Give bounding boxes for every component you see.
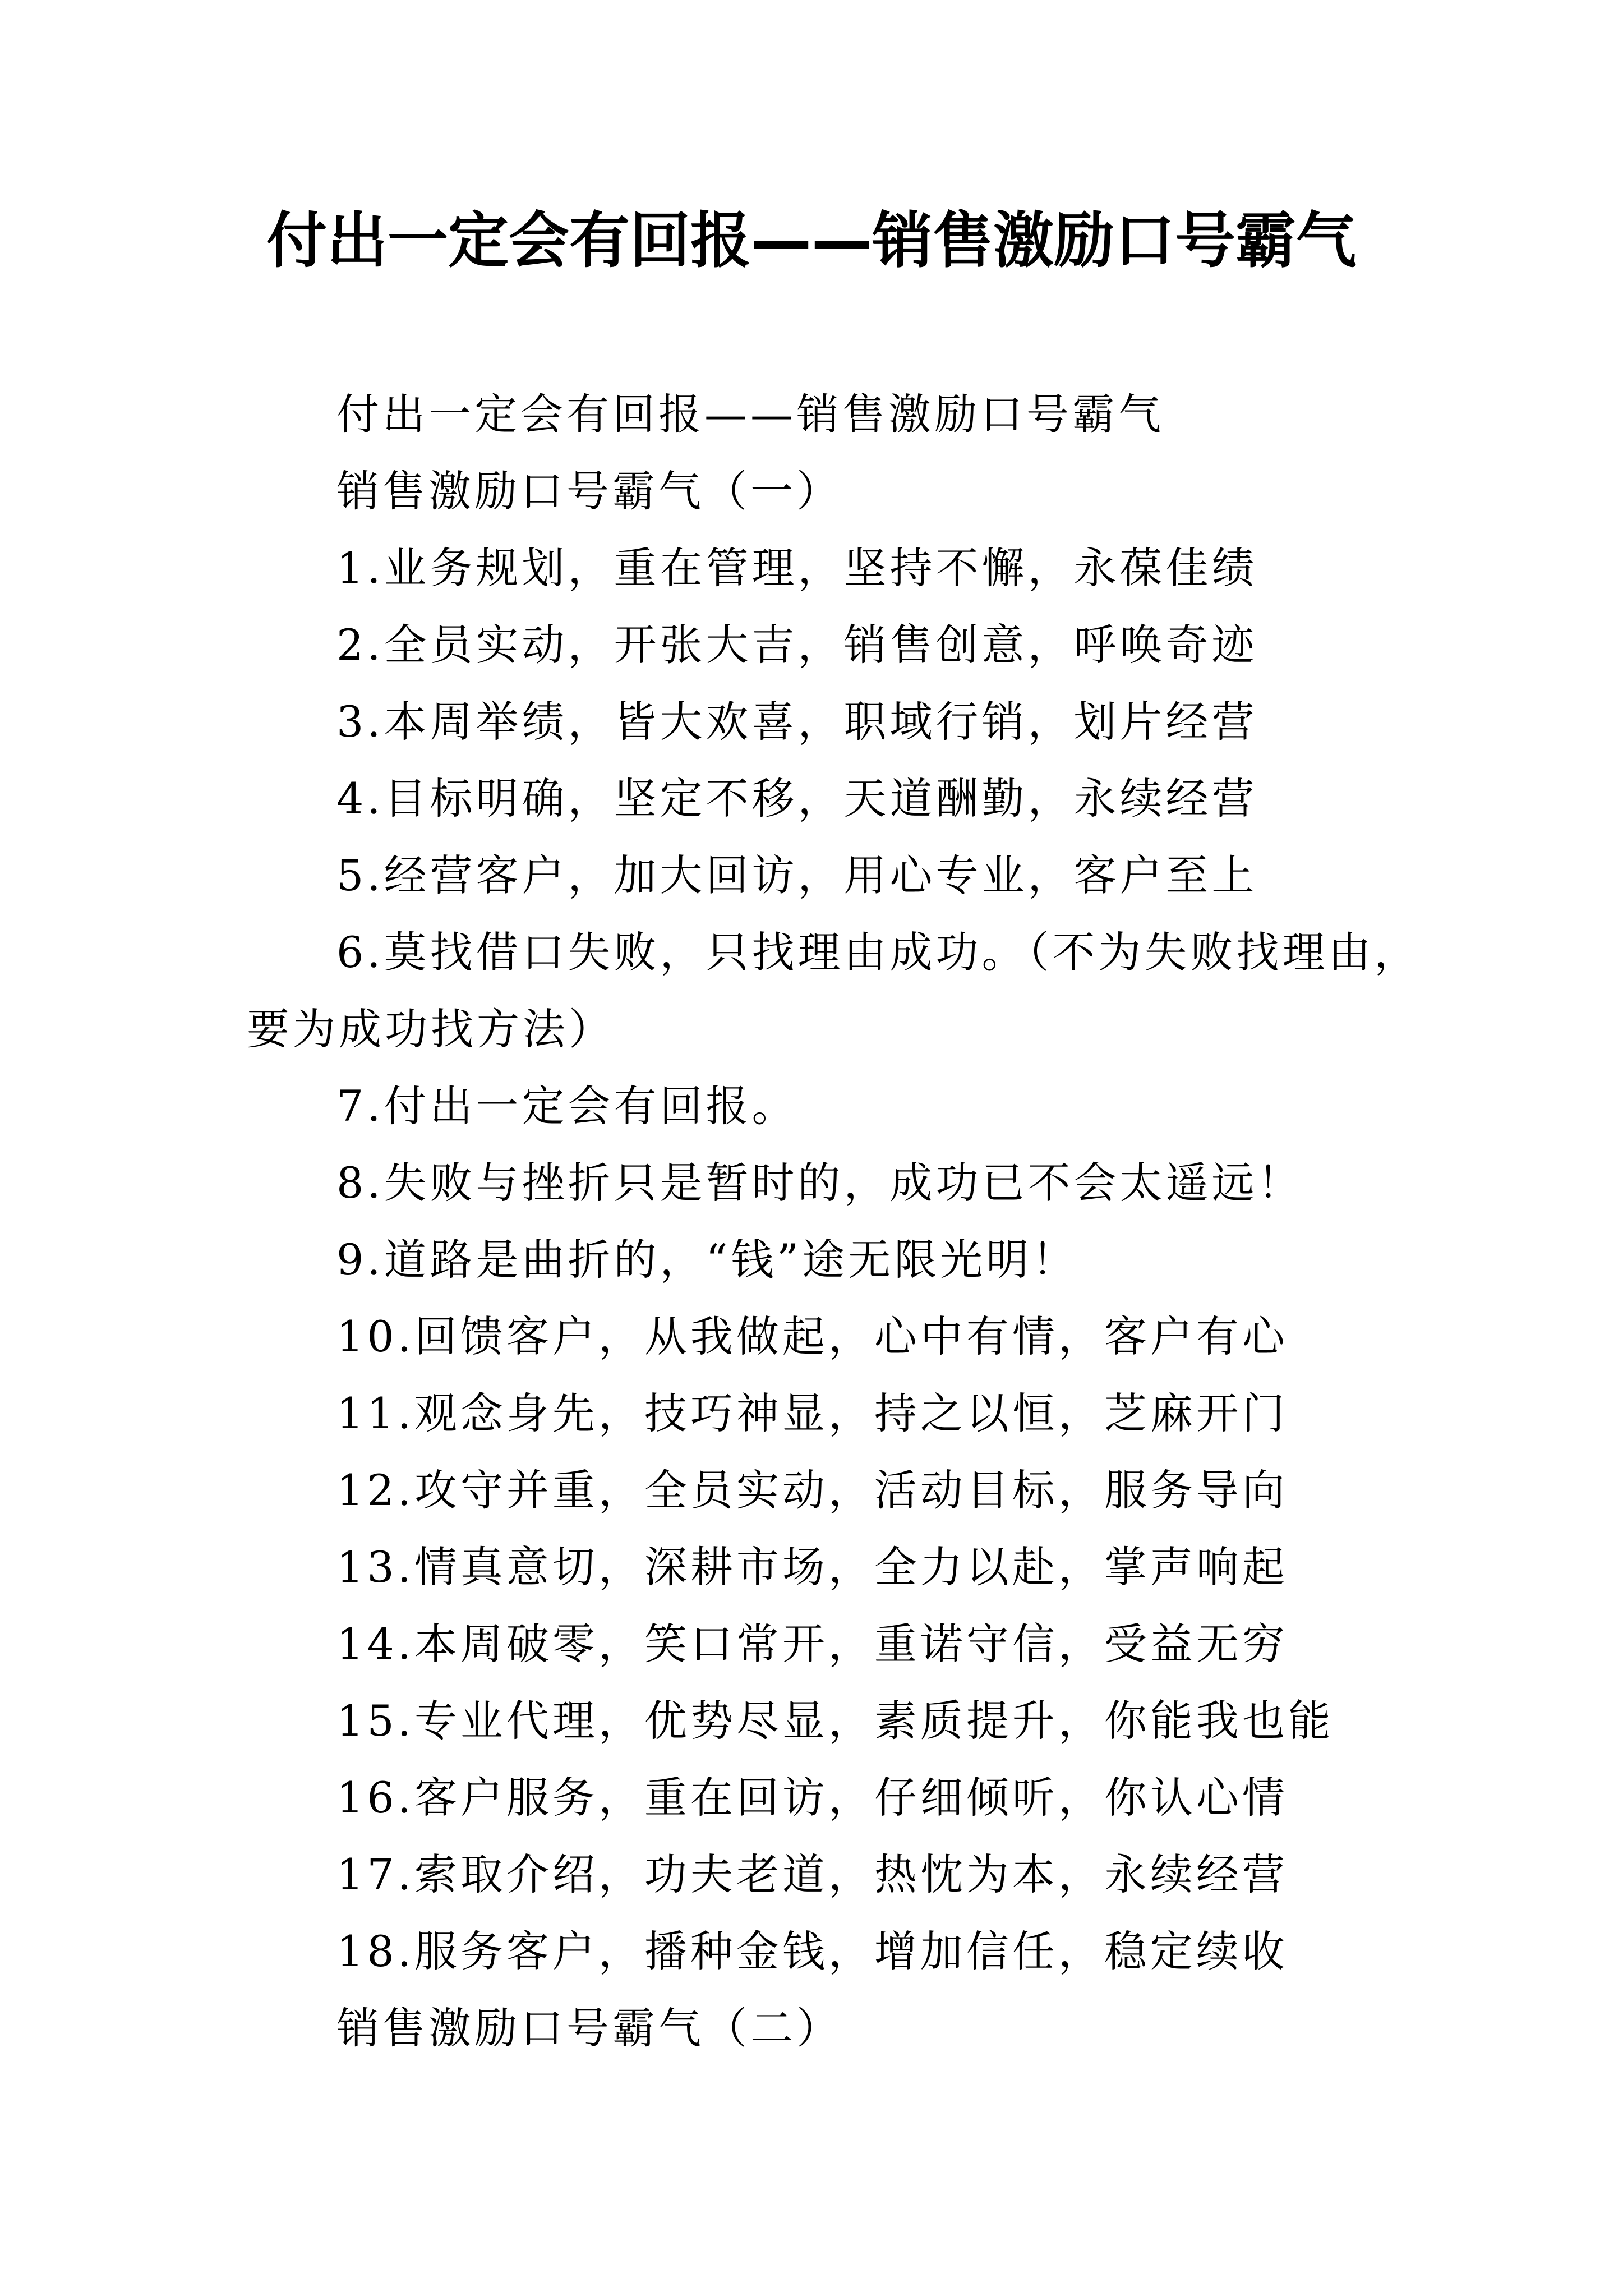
paragraph-line: 18.服务客户，播种金钱，增加信任，稳定续收 — [336, 1926, 1288, 1976]
paragraph-line-continuation: 要为成功找方法） — [247, 1004, 615, 1054]
paragraph-line: 15.专业代理，优势尽显，素质提升，你能我也能 — [336, 1696, 1334, 1746]
paragraph-line: 5.经营客户，加大回访，用心专业，客户至上 — [336, 850, 1258, 900]
paragraph-line: 4.目标明确，坚定不移，天道酬勤，永续经营 — [336, 774, 1258, 823]
paragraph-line: 13.情真意切，深耕市场，全力以赴，掌声响起 — [336, 1542, 1288, 1592]
paragraph-line: 2.全员实动，开张大吉，销售创意，呼唤奇迹 — [336, 620, 1258, 670]
paragraph-line: 8.失败与挫折只是暂时的，成功已不会太遥远！ — [336, 1158, 1304, 1208]
document-title: 付出一定会有回报——销售激励口号霸气 — [266, 206, 1357, 276]
paragraph-line: 7.付出一定会有回报。 — [336, 1081, 798, 1131]
paragraph-line: 14.本周破零，笑口常开，重诺守信，受益无穷 — [336, 1619, 1288, 1669]
paragraph-line: 3.本周举绩，皆大欢喜，职域行销，划片经营 — [336, 697, 1258, 747]
paragraph-line: 付出一定会有回报——销售激励口号霸气 — [336, 389, 1164, 439]
paragraph-line: 16.客户服务，重在回访，仔细倾听，你认心情 — [336, 1773, 1288, 1823]
paragraph-line: 1.业务规划，重在管理，坚持不懈，永葆佳绩 — [336, 543, 1258, 593]
paragraph-line: 12.攻守并重，全员实动，活动目标，服务导向 — [336, 1465, 1288, 1515]
paragraph-line: 11.观念身先，技巧神显，持之以恒，芝麻开门 — [336, 1388, 1288, 1438]
paragraph-line: 6.莫找借口失败，只找理由成功。（不为失败找理由， — [336, 927, 1421, 977]
paragraph-line: 17.索取介绍，功夫老道，热忱为本，永续经营 — [336, 1849, 1288, 1899]
section-heading: 销售激励口号霸气（一） — [336, 466, 842, 516]
paragraph-line: 10.回馈客户，从我做起，心中有情，客户有心 — [336, 1312, 1288, 1361]
paragraph-line: 9.道路是曲折的，“钱”途无限光明！ — [336, 1235, 1078, 1285]
section-heading: 销售激励口号霸气（二） — [336, 2003, 842, 2053]
